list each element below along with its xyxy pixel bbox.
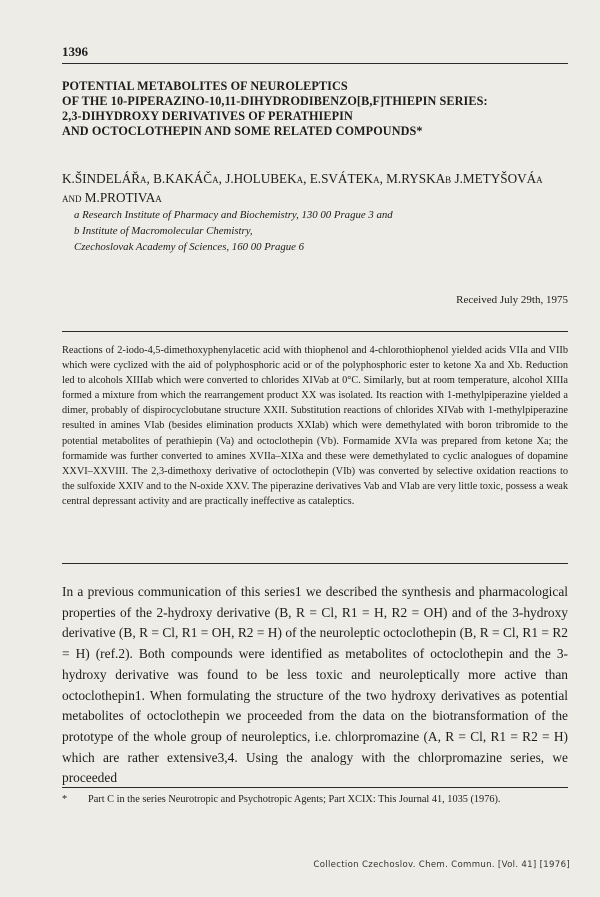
- journal-footer: Collection Czechoslov. Chem. Commun. [Vol. 41] [1976]: [313, 860, 570, 870]
- title-line: OF THE 10-PIPERAZINO-10,11-DIHYDRODIBENZO[B,F]THIEPIN SERIES:: [62, 94, 488, 108]
- affiliation-line: Czechoslovak Academy of Sciences, 160 00 Prague 6: [74, 241, 305, 253]
- page-number: 1396: [62, 44, 88, 59]
- affiliations: [74, 207, 564, 255]
- article-title: [62, 79, 572, 139]
- body-paragraph: In a previous communication of this series1 we described the synthesis and pharmacological properties of the 2-hydroxy derivative (B, R = Cl, R1 = H, R2 = OH) and of the 3-hydroxy derivative (B, R = Cl, R1 = OH, R2 = H) of the neuroleptic octoclothepin (B, R = Cl, R1 = R2 = H) (ref.2). Both compounds were identified as metabolites of octoclothepin and the 3-hydroxy derivative was found to be less toxic and neuroleptically more active than octoclothepin1. When formulating the structure of the two hydroxy derivatives as potential metabolites of octoclothepin we proceeded from the data on the biotransformation of the prototype of the whole group of neuroleptics, i.e. chlorpromazine (A, R = Cl, R1 = R2 = H) which are rather extensive3,4. Using the analogy with the chlorpromazine series, we proceeded: [62, 584, 568, 786]
- authors-line: K.ŠINDELÁŘa, B.KAKÁČa, J.HOLUBEKa, E.SVÁTEKa, M.RYSKAb J.METYŠOVÁa: [62, 171, 543, 186]
- footnote-rule: [62, 787, 568, 788]
- footnote-text: Part C in the series Neurotropic and Psychotropic Agents; Part XCIX: This Journal 41, 1035 (1976).: [88, 794, 501, 805]
- title-line: POTENTIAL METABOLITES OF NEUROLEPTICS: [62, 79, 348, 93]
- title-line: AND OCTOCLOTHEPIN AND SOME RELATED COMPOUNDS*: [62, 124, 423, 138]
- header-rule: [62, 63, 568, 64]
- affiliation-line: b Institute of Macromolecular Chemistry,: [74, 225, 253, 237]
- authors: [62, 169, 568, 207]
- footnote-mark: *: [62, 794, 68, 805]
- authors-line: and M.PROTIVAa: [62, 190, 162, 205]
- affiliation-line: a Research Institute of Pharmacy and Biochemistry, 130 00 Prague 3 and: [74, 209, 393, 221]
- abstract-top-rule: [62, 331, 568, 332]
- received-date: Received July 29th, 1975: [456, 294, 568, 306]
- abstract-bottom-rule: [62, 563, 568, 564]
- footnote: [62, 792, 568, 807]
- abstract: Reactions of 2-iodo-4,5-dimethoxyphenylacetic acid with thiophenol and 4-chlorothiophenol yielded acids VIIa and VIIb which were cyclized with the aid of polyphosphoric acid or of the polyphosphoric ester to ketone Xa and Xb. Reduction led to alcohols XIIIab which were converted to chlorides XIVab at 0°C. Similarly, but at room temperature, alcohol XIIIa formed a mixture from which the rearrangement product XX was isolated. Its reaction with 1-methylpiperazine yielded a dimer, probably of dispirocyclobutane structure XXII. Substitution reactions of chlorides XIVab with 1-methylpiperazine resulted in amines VIab (besides elimination products XXIab) which were demethylated with boron tribromide to the potential metabolites of perathiepin (Va) and octoclothepin (Vb). Formamide XVIa was prepared from ketone Xa; the formamide was further converted to amines XVIIa–XIXa and these were demethylated to cyclic analogues of dopamine XXVI–XXVIII. The 2,3-dimethoxy derivative of octoclothepin (VIb) was converted by selective oxidation reactions to the sulfoxide XXIV and to the N-oxide XXV. The piperazine derivatives Vab and VIab are very little toxic, possess a weak central depressant activity and are practically ineffective as cataleptics.: [62, 345, 568, 507]
- title-line: 2,3-DIHYDROXY DERIVATIVES OF PERATHIEPIN: [62, 109, 353, 123]
